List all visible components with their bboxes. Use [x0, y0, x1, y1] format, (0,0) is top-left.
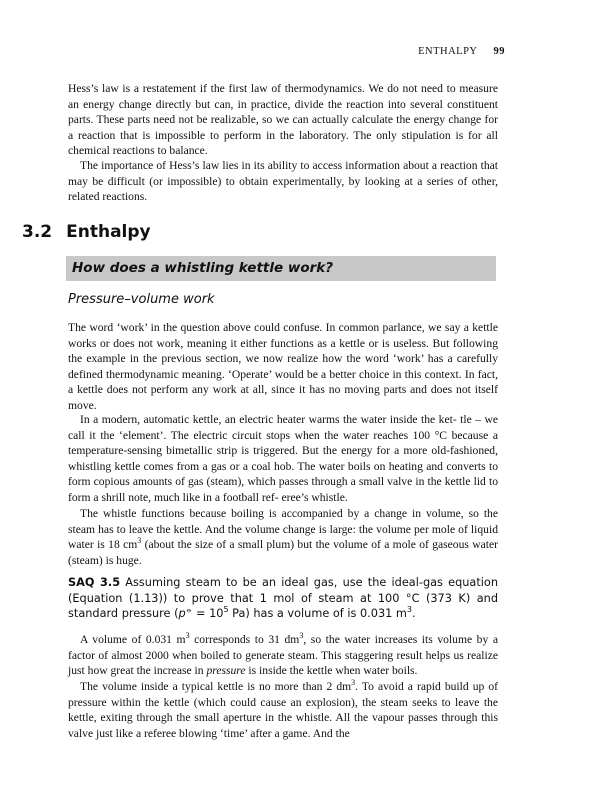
saq-text: = 10 [192, 607, 224, 621]
exponent: 5 [223, 605, 229, 615]
saq-text: . [412, 607, 416, 621]
saq-label: SAQ 3.5 [68, 576, 121, 589]
text-run: The volume inside a typical kettle is no more than 2 dm [80, 680, 352, 693]
superscript: 3 [351, 678, 356, 688]
intro-paragraph-1: Hess’s law is a restatement if the first law of thermodynamics. We do not need to measure an energy change directly but can, in practice, divide the reaction into several constituent parts. These parts need not be realizable, so we can actually calculate the energy change for a reaction that is impossible to perform in the laboratory. The only stipulation is for all chemical reactions to balance. [68, 82, 498, 158]
intro-paragraph-2: The importance of Hess’s law lies in its ability to access information about a reaction that may be difficult (or impossible) to obtain experimentally, by looking at a series of other, related reactions. [68, 159, 498, 204]
text-run: . To avoid a rapid build up of pressure within the kettle (which could cause an explosion), the steam seeks to leave the kettle, exiting through the small aperture in the whistle. All the vapour passes through this valve just like a referee blowing ‘time’ after a game. And the [68, 680, 499, 740]
text-run: The whistle functions because boiling is accompanied by a change in volume, so the steam has to leave the kettle. And the volume change is large: the volume per mole of liquid water is 18 cm [68, 507, 498, 552]
saq-text: Assuming steam to be an ideal gas, use the ideal-gas equation (Equation (1.13)) to prove that 1 mol of steam at 100 °C (373 K) and standard pressure ( [68, 576, 498, 621]
saq-box [68, 575, 498, 622]
saq-text: Pa) has a volume of is 0.031 m [228, 607, 407, 621]
section-heading [22, 222, 151, 242]
superscript: 3 [299, 631, 304, 641]
question-text: How does a whistling kettle work? [72, 260, 334, 276]
section-number: 3.2 [22, 222, 53, 242]
body-paragraph-2: In a modern, automatic kettle, an electric heater warms the water inside the ket- tle – we call it the ‘element’. The electric circuit stops when the water reaches 100 °C because a temperature-sensing bimetallic strip is triggered. But the energy for a more old-fashioned, whistling kettle comes from a gas or a coal hob. The water boils on heating and converts to form copious amounts of gas (steam), which passes through a small valve in the kettle lid to form a shrill note, much like in a football ref- eree’s whistle. [68, 413, 498, 504]
text-run: corresponds to 31 dm [189, 633, 300, 646]
emphasis: pressure [206, 664, 246, 678]
after-paragraph-2 [68, 679, 498, 741]
text-run: (about the size of a small plum) but the volume of a mole of gaseous water (steam) is huge. [68, 538, 498, 567]
running-title: ENTHALPY [418, 46, 478, 57]
body-paragraph-3 [68, 506, 498, 568]
standard-symbol: ⦵ [185, 605, 193, 615]
text-run: A volume of 0.031 m [80, 633, 186, 646]
superscript: 3 [137, 536, 142, 546]
pressure-symbol: p [178, 607, 186, 621]
section-title: Enthalpy [66, 222, 151, 242]
page-number: 99 [493, 46, 505, 57]
text-run: is inside the kettle when water boils. [245, 664, 418, 678]
body-paragraph-1: The word ‘work’ in the question above could confuse. In common parlance, we say a kettle works or does not work, meaning it either functions as a kettle or is useless. But following the example in the previous section, we now realize how the word ‘work’ has a carefully defined thermodynamic meaning. ‘Operate’ would be a better choice in this context. In fact, a kettle does not perform any work at all, since it has no moving parts and does not itself move. [68, 321, 498, 412]
question-band [66, 256, 496, 281]
after-paragraph-1 [68, 632, 498, 679]
text-run: , so the water increases its volume by a factor of almost 2000 when boiled to generate steam. This staggering result helps us realize just how great the increase in [68, 633, 498, 678]
superscript: 3 [406, 605, 413, 615]
superscript: 3 [185, 631, 190, 641]
subheading: Pressure–volume work [68, 292, 215, 307]
running-header [418, 46, 505, 57]
